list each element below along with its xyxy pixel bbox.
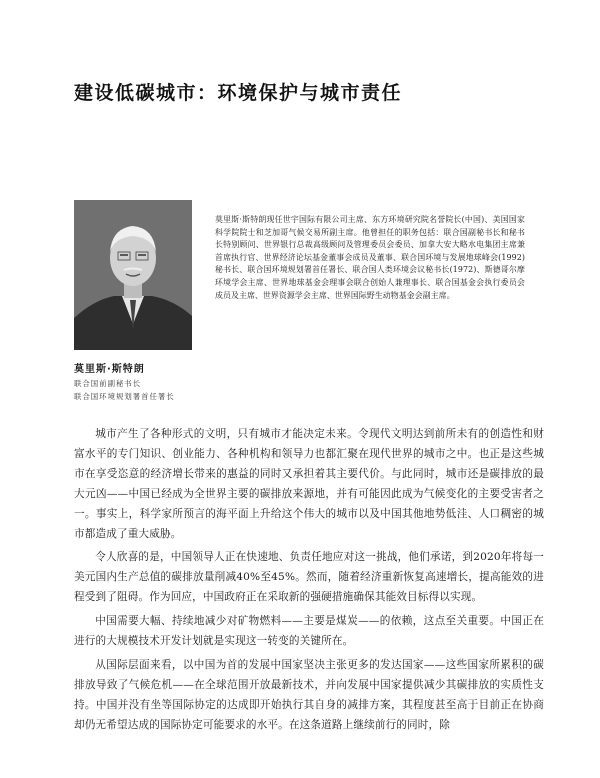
article-body bbox=[74, 425, 544, 736]
author-bio: 莫里斯·斯特朗现任世宇国际有限公司主席、东方环境研究院名誉院长(中国)、美国国家科学院院士和芝加哥气候交易所副主席。他曾担任的职务包括：联合国副秘书长和秘书长特别顾问、世界银行总裁高级顾问及管理委员会委员、加拿大安大略水电集团主席兼首席执行官、世界经济论坛基金董事会成员及董事、联合国环境与发展地球峰会(1992)秘书长、联合国环境规划署首任署长、联合国人类环境会议秘书长(1972)、斯德哥尔摩环境学会主席、世界地球基金会理事会联合创始人兼理事长、联合国基金会执行委员会成员及主席、世界资源学会主席、世界国际野生动物基金会副主席。 bbox=[215, 215, 525, 300]
paragraph-3: 中国需要大幅、持续地减少对矿物燃料——主要是煤炭——的依赖，这点至关重要。中国正在进行的大规模技术开发计划就是实现这一转变的关键所在。 bbox=[74, 615, 544, 648]
author-title-line-2: 联合国环境规划署首任署长 bbox=[74, 392, 175, 401]
paragraph-4: 从国际层面来看，以中国为首的发展中国家坚决主张更多的发达国家——这些国家所累积的碳排放导致了气候危机——在全球范围开放最新技术，并向发展中国家提供减少其碳排放的实质性支持。中国并没有坐等国际协定的达成即开始执行其自身的减排方案，其程度甚至高于目前正在协商却仍无希望达成的国际协定可能要求的水平。在这条道路上继续前行的同时，除 bbox=[74, 658, 544, 731]
author-portrait bbox=[74, 200, 192, 350]
paragraph-2: 令人欣喜的是，中国领导人正在快速地、负责任地应对这一挑战，他们承诺，到2020年将每一美元国内生产总值的碳排放量削减40%至45%。然而，随着经济重新恢复高速增长，提高能效的进程受到了阻碍。作为回应，中国政府正在采取新的强硬措施确保其能效目标得以实现。 bbox=[74, 551, 544, 604]
paragraph-1: 城市产生了各种形式的文明，只有城市才能决定未来。令现代文明达到前所未有的创造性和财富水平的专门知识、创业能力、各种机构和领导力也都汇聚在现代世界的城市之中。也正是这些城市在享受恣意的经济增长带来的惠益的同时又承担着其主要代价。与此同时，城市还是碳排放的最大元凶——中国已经成为全世界主要的碳排放来源地，并有可能因此成为气候变化的主要受害者之一。事实上，科学家所预言的海平面上升给这个伟大的城市以及中国其他地势低洼、人口稠密的城市都造成了重大威胁。 bbox=[74, 428, 544, 540]
author-name: 莫里斯·斯特朗 bbox=[74, 364, 145, 375]
article-title: 建设低碳城市：环境保护与城市责任 bbox=[74, 82, 403, 104]
portrait-illustration bbox=[74, 200, 192, 350]
author-title-line-1: 联合国前副秘书长 bbox=[74, 379, 142, 388]
